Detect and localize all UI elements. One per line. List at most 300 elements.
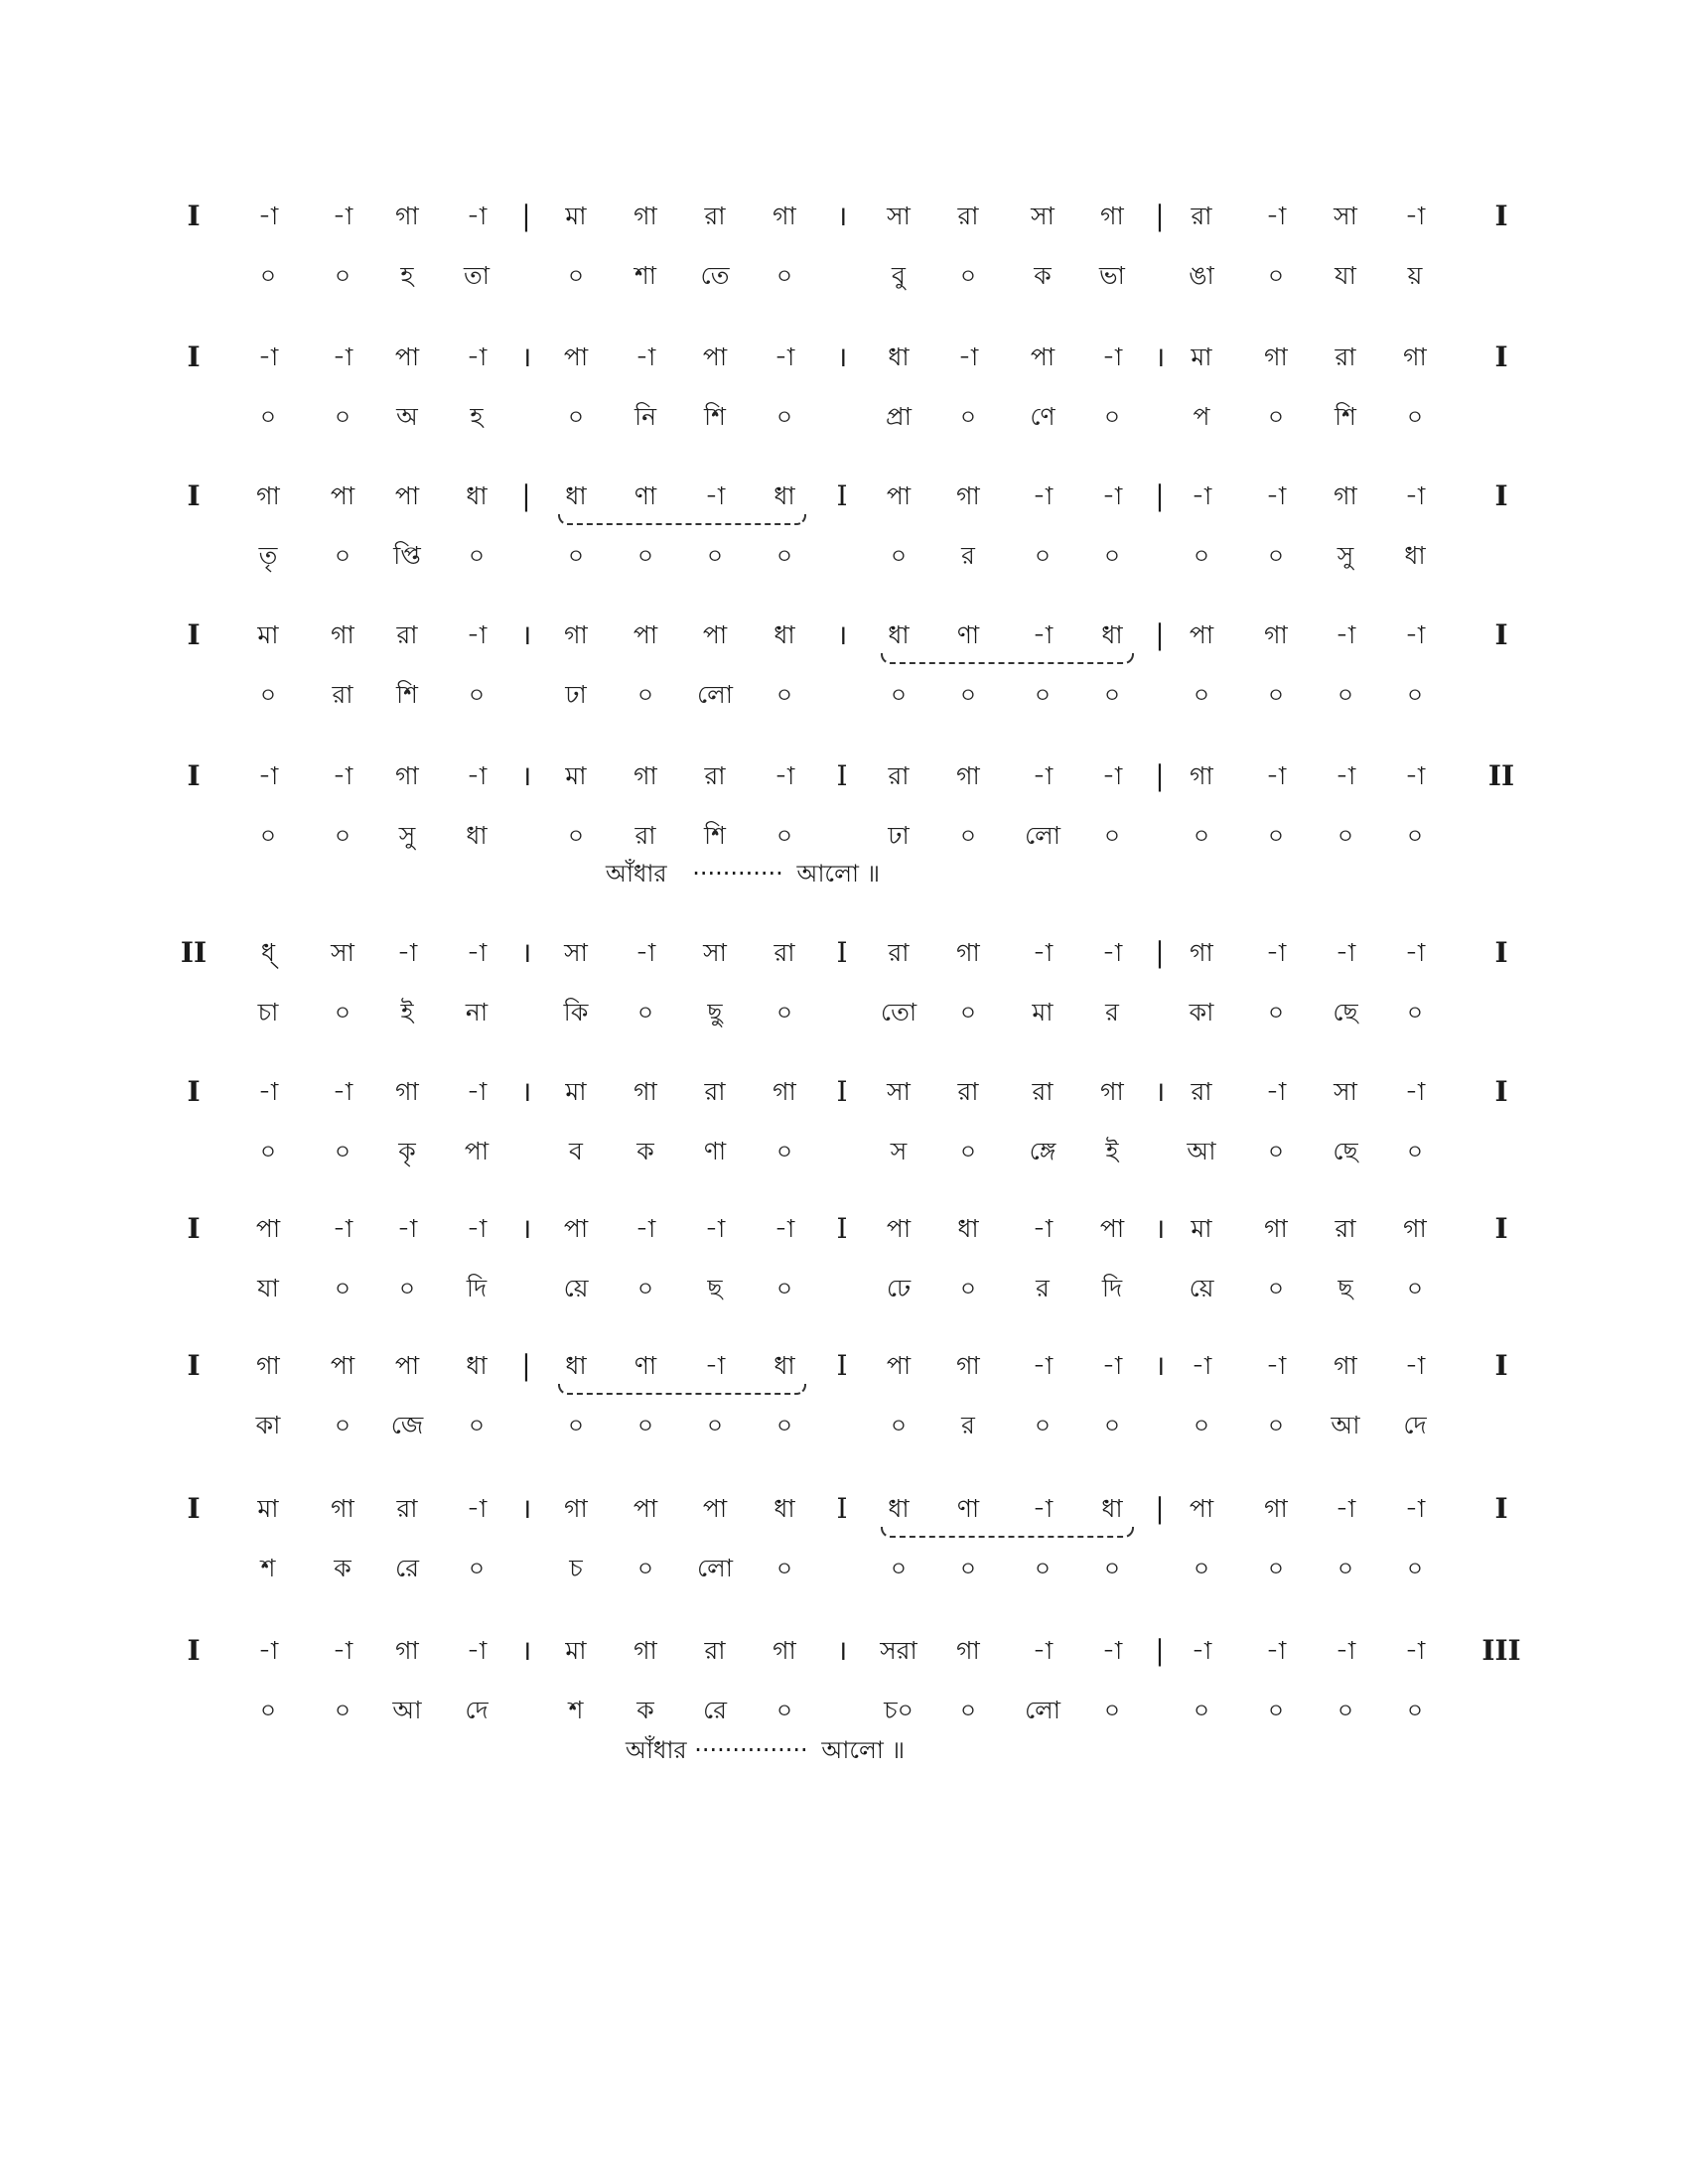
swara-note: গা xyxy=(773,202,796,230)
swara-note: -া xyxy=(774,342,795,371)
lyric-syllable: ০ xyxy=(1103,402,1121,431)
swara-note: সা xyxy=(703,938,727,967)
lyric-syllable: ছ xyxy=(1337,1274,1353,1302)
swara-note: রা xyxy=(704,761,726,790)
lyric-syllable: ধা xyxy=(466,821,488,850)
swara-note: গা xyxy=(1264,342,1288,371)
refrain-dots: ············ xyxy=(692,860,783,887)
refrain-start: আঁধার xyxy=(606,860,667,887)
lyric-syllable: শ xyxy=(260,1554,276,1582)
line-end-barline: I xyxy=(1494,1075,1508,1108)
swara-note: পা xyxy=(633,1494,658,1523)
lyric-syllable: কা xyxy=(255,1411,281,1439)
lyric-syllable: ০ xyxy=(334,1411,352,1439)
swara-note: -া xyxy=(1404,620,1426,649)
lyric-syllable: ০ xyxy=(890,1411,908,1439)
swara-note: পা xyxy=(563,342,589,371)
lyric-syllable: সু xyxy=(1336,541,1354,570)
lyric-syllable: ছে xyxy=(1333,998,1358,1026)
swara-note: রা xyxy=(1335,342,1356,371)
lyric-syllable: ০ xyxy=(959,821,977,850)
lyric-syllable: না xyxy=(465,998,489,1026)
swara-note: ধা xyxy=(565,1351,587,1380)
swara-note: -া xyxy=(634,938,656,967)
lyric-syllable: ০ xyxy=(959,680,977,709)
swara-note: পা xyxy=(394,1351,420,1380)
lyric-syllable: ০ xyxy=(468,541,486,570)
swara-note: মা xyxy=(257,620,279,649)
swara-note: সা xyxy=(887,202,911,230)
lyric-syllable: ০ xyxy=(1267,1554,1285,1582)
swara-note: -া xyxy=(1265,938,1287,967)
lyric-syllable: ০ xyxy=(775,402,793,431)
lyric-syllable: ০ xyxy=(468,1411,486,1439)
lyric-syllable: শি xyxy=(1335,402,1356,431)
lyric-syllable: ঢা xyxy=(888,821,910,850)
swara-note: পা xyxy=(1189,1494,1214,1523)
swara-note: ধা xyxy=(1101,1494,1123,1523)
swara-note: রা xyxy=(1032,1077,1054,1106)
notation-line xyxy=(0,1072,1688,1124)
swara-note: পা xyxy=(633,620,658,649)
lyric-syllable: ০ xyxy=(959,1696,977,1724)
lyric-line xyxy=(0,1269,1688,1320)
swara-note: -া xyxy=(1032,620,1054,649)
swara-note: রা xyxy=(704,202,726,230)
swara-note: রা xyxy=(888,938,910,967)
notation-line xyxy=(0,1631,1688,1683)
swara-note: রা xyxy=(1191,1077,1212,1106)
line-end-barline: I xyxy=(1494,479,1508,512)
lyric-syllable: ০ xyxy=(636,541,654,570)
line-end-barline: II xyxy=(1487,759,1515,792)
lyric-syllable: ই xyxy=(1105,1137,1119,1165)
swara-note: পা xyxy=(1189,620,1214,649)
swara-note: রা xyxy=(888,761,910,790)
swara-note: ণা xyxy=(633,481,657,510)
lyric-syllable: ঙ্গে xyxy=(1029,1137,1056,1165)
swara-note: -া xyxy=(466,342,488,371)
notation-line xyxy=(0,933,1688,985)
lyric-syllable: ০ xyxy=(567,261,585,290)
swara-note: -া xyxy=(1101,1636,1123,1665)
lyric-syllable: ০ xyxy=(334,541,352,570)
lyric-syllable: ০ xyxy=(1103,1554,1121,1582)
lyric-syllable: ০ xyxy=(959,402,977,431)
lyric-syllable: দি xyxy=(466,1274,488,1302)
slur-mark xyxy=(558,1384,806,1395)
lyric-syllable: আ xyxy=(1187,1137,1216,1165)
swara-note: গা xyxy=(956,1351,980,1380)
lyric-syllable: যা xyxy=(257,1274,279,1302)
lyric-syllable: শ xyxy=(568,1696,584,1724)
beat-divider: | xyxy=(1155,1634,1165,1667)
swara-note: গা xyxy=(773,1636,796,1665)
beat-divider: | xyxy=(1155,759,1165,792)
beat-divider: । xyxy=(1154,1349,1166,1382)
lyric-syllable: অ xyxy=(396,402,418,431)
swara-note: -া xyxy=(332,1077,353,1106)
line-end-barline: I xyxy=(1494,200,1508,232)
beat-divider: । xyxy=(520,341,532,373)
swara-note: পা xyxy=(1099,1214,1125,1243)
swara-note: পা xyxy=(702,1494,728,1523)
swara-note: সা xyxy=(1334,1077,1357,1106)
lyric-line xyxy=(0,256,1688,308)
swara-note: গা xyxy=(633,202,657,230)
swara-note: ধা xyxy=(888,620,910,649)
beat-divider: । xyxy=(836,1634,848,1667)
swara-note: -া xyxy=(466,202,488,230)
swara-note: মা xyxy=(565,1077,587,1106)
swara-note: -া xyxy=(257,761,279,790)
lyric-line xyxy=(0,536,1688,588)
beat-divider: । xyxy=(836,341,848,373)
line-start-barline: I xyxy=(187,1634,201,1667)
swara-note: -া xyxy=(466,761,488,790)
swara-note: গা xyxy=(564,620,588,649)
beat-divider: । xyxy=(1154,1212,1166,1245)
swara-note: সা xyxy=(1031,202,1055,230)
lyric-syllable: ক xyxy=(334,1554,352,1582)
swara-note: ণা xyxy=(956,620,980,649)
swara-note: -া xyxy=(257,202,279,230)
lyric-syllable: ০ xyxy=(334,821,352,850)
lyric-syllable: ০ xyxy=(1267,998,1285,1026)
line-start-barline: I xyxy=(187,341,201,373)
beat-divider: I xyxy=(836,1349,848,1382)
swara-note: -া xyxy=(1101,342,1123,371)
lyric-syllable: হ xyxy=(400,261,414,290)
swara-note: সা xyxy=(564,938,588,967)
lyric-syllable: ০ xyxy=(334,1137,352,1165)
swara-note: -া xyxy=(1101,481,1123,510)
swara-note: -া xyxy=(1032,1636,1054,1665)
lyric-syllable: ০ xyxy=(775,261,793,290)
beat-divider: । xyxy=(836,200,848,232)
lyric-syllable: ০ xyxy=(334,998,352,1026)
lyric-syllable: ০ xyxy=(775,1554,793,1582)
beat-divider: । xyxy=(520,759,532,792)
lyric-syllable: কা xyxy=(1189,998,1214,1026)
beat-divider: | xyxy=(521,1349,531,1382)
beat-divider: | xyxy=(1155,1492,1165,1525)
lyric-syllable: ০ xyxy=(1406,1696,1424,1724)
notation-line xyxy=(0,1346,1688,1398)
lyric-syllable: তা xyxy=(463,261,490,290)
lyric-syllable: ০ xyxy=(259,1696,277,1724)
swara-note: মা xyxy=(565,761,587,790)
swara-note: ধা xyxy=(774,620,795,649)
lyric-syllable: ০ xyxy=(259,680,277,709)
lyric-syllable: শা xyxy=(633,261,657,290)
line-end-barline: I xyxy=(1494,1349,1508,1382)
beat-divider: | xyxy=(1155,936,1165,969)
lyric-syllable: ০ xyxy=(567,1411,585,1439)
lyric-syllable: ০ xyxy=(1267,402,1285,431)
swara-note: -া xyxy=(1032,481,1054,510)
beat-divider: I xyxy=(836,1075,848,1108)
swara-note: -া xyxy=(466,1636,488,1665)
lyric-syllable: য়ে xyxy=(563,1274,589,1302)
swara-note: পা xyxy=(563,1214,589,1243)
line-start-barline: II xyxy=(180,936,208,969)
lyric-syllable: ০ xyxy=(1103,1696,1121,1724)
lyric-syllable: ০ xyxy=(398,1274,416,1302)
swara-note: গা xyxy=(956,481,980,510)
lyric-syllable: ০ xyxy=(468,1554,486,1582)
lyric-line xyxy=(0,675,1688,727)
swara-note: পা xyxy=(702,342,728,371)
lyric-syllable: দি xyxy=(1101,1274,1123,1302)
lyric-syllable: স xyxy=(890,1137,908,1165)
beat-divider: । xyxy=(1154,1075,1166,1108)
lyric-syllable: ক xyxy=(1034,261,1052,290)
swara-note: ধা xyxy=(774,481,795,510)
line-start-barline: I xyxy=(187,479,201,512)
swara-note: -া xyxy=(1101,1351,1123,1380)
swara-note: গা xyxy=(633,761,657,790)
refrain-end: আলো ॥ xyxy=(796,860,881,887)
line-start-barline: I xyxy=(187,1492,201,1525)
swara-note: গা xyxy=(1403,1214,1427,1243)
notation-line xyxy=(0,197,1688,248)
lyric-syllable: ০ xyxy=(1193,541,1210,570)
lyric-syllable: ০ xyxy=(775,998,793,1026)
swara-note: -া xyxy=(957,342,979,371)
swara-note: -া xyxy=(1265,481,1287,510)
lyric-syllable: ০ xyxy=(1267,541,1285,570)
swara-note: -া xyxy=(1265,1351,1287,1380)
swara-note: পা xyxy=(255,1214,281,1243)
swara-note: -া xyxy=(332,202,353,230)
line-end-barline: I xyxy=(1494,1212,1508,1245)
swara-note: -া xyxy=(396,938,418,967)
lyric-syllable: ০ xyxy=(959,261,977,290)
slur-mark xyxy=(558,514,806,525)
swara-note: গা xyxy=(1190,938,1213,967)
line-start-barline: I xyxy=(187,1075,201,1108)
lyric-syllable: ০ xyxy=(1406,680,1424,709)
lyric-syllable: ০ xyxy=(1406,1554,1424,1582)
lyric-syllable: কি xyxy=(563,998,589,1026)
beat-divider: । xyxy=(1154,341,1166,373)
lyric-syllable: ০ xyxy=(1103,1411,1121,1439)
lyric-syllable: ০ xyxy=(959,1554,977,1582)
beat-divider: I xyxy=(836,1492,848,1525)
lyric-syllable: ০ xyxy=(1034,541,1052,570)
lyric-syllable: ০ xyxy=(890,1554,908,1582)
lyric-line xyxy=(0,1406,1688,1457)
swara-note: পা xyxy=(886,1351,912,1380)
swara-note: -া xyxy=(774,761,795,790)
lyric-syllable: পা xyxy=(464,1137,490,1165)
lyric-syllable: ০ xyxy=(775,1274,793,1302)
swara-note: মা xyxy=(565,1636,587,1665)
lyric-syllable: শি xyxy=(396,680,418,709)
line-start-barline: I xyxy=(187,759,201,792)
lyric-syllable: যা xyxy=(1335,261,1356,290)
lyric-syllable: ০ xyxy=(636,680,654,709)
swara-note: ধা xyxy=(957,1214,979,1243)
lyric-syllable: ০ xyxy=(1034,680,1052,709)
notation-line xyxy=(0,756,1688,808)
lyric-syllable: ০ xyxy=(1406,821,1424,850)
lyric-syllable: ০ xyxy=(775,1696,793,1724)
lyric-syllable: ০ xyxy=(259,1137,277,1165)
swara-note: গা xyxy=(633,1636,657,1665)
swara-note: গা xyxy=(633,1077,657,1106)
beat-divider: | xyxy=(1155,618,1165,651)
lyric-syllable: ০ xyxy=(1034,1411,1052,1439)
lyric-syllable: ০ xyxy=(1267,1274,1285,1302)
line-start-barline: I xyxy=(187,1212,201,1245)
swara-note: গা xyxy=(1264,620,1288,649)
swara-note: ধা xyxy=(888,1494,910,1523)
lyric-syllable: শি xyxy=(704,821,726,850)
lyric-syllable: ০ xyxy=(1267,1411,1285,1439)
lyric-syllable: ব xyxy=(569,1137,583,1165)
lyric-line xyxy=(0,993,1688,1044)
swara-note: -া xyxy=(1404,761,1426,790)
swara-note: পা xyxy=(1030,342,1055,371)
swara-note: -া xyxy=(704,481,726,510)
swara-note: ধা xyxy=(565,481,587,510)
swara-note: -া xyxy=(1265,1077,1287,1106)
lyric-syllable: ০ xyxy=(567,402,585,431)
lyric-syllable: ০ xyxy=(1267,1137,1285,1165)
lyric-syllable: ০ xyxy=(636,1274,654,1302)
notation-line xyxy=(0,1209,1688,1261)
lyric-syllable: ০ xyxy=(1193,680,1210,709)
notation-line xyxy=(0,615,1688,667)
lyric-syllable: ০ xyxy=(890,680,908,709)
lyric-syllable: ০ xyxy=(1336,821,1354,850)
swara-note: -া xyxy=(1404,1636,1426,1665)
swara-note: ধা xyxy=(774,1351,795,1380)
lyric-syllable: ঢে xyxy=(886,1274,912,1302)
swara-note: -া xyxy=(704,1214,726,1243)
lyric-syllable: ০ xyxy=(334,261,352,290)
lyric-syllable: মা xyxy=(1032,998,1054,1026)
lyric-syllable: ০ xyxy=(1034,1554,1052,1582)
lyric-line xyxy=(0,1549,1688,1600)
lyric-syllable: চা xyxy=(257,998,279,1026)
swara-note: পা xyxy=(394,342,420,371)
lyric-syllable: ০ xyxy=(1193,1411,1210,1439)
lyric-syllable: লো xyxy=(696,680,734,709)
lyric-syllable: ০ xyxy=(1267,1696,1285,1724)
lyric-syllable: ভা xyxy=(1099,261,1125,290)
swara-note: গা xyxy=(773,1077,796,1106)
lyric-line xyxy=(0,1132,1688,1183)
lyric-syllable: ০ xyxy=(959,1137,977,1165)
lyric-syllable: ০ xyxy=(706,1411,724,1439)
lyric-syllable: ০ xyxy=(775,1137,793,1165)
swara-note: গা xyxy=(395,202,419,230)
swara-note: রা xyxy=(957,202,979,230)
beat-divider: । xyxy=(836,618,848,651)
lyric-syllable: ০ xyxy=(1336,1554,1354,1582)
swara-note: রা xyxy=(1335,1214,1356,1243)
swara-note: পা xyxy=(394,481,420,510)
beat-divider: I xyxy=(836,759,848,792)
lyric-syllable: র xyxy=(1105,998,1119,1026)
lyric-syllable: ০ xyxy=(1406,1137,1424,1165)
lyric-syllable: সু xyxy=(398,821,416,850)
lyric-syllable: ০ xyxy=(468,680,486,709)
lyric-syllable: ০ xyxy=(567,821,585,850)
lyric-syllable: ০ xyxy=(1103,541,1121,570)
swara-note: গা xyxy=(1190,761,1213,790)
lyric-syllable: রা xyxy=(634,821,656,850)
lyric-syllable: আ xyxy=(1331,1411,1360,1439)
lyric-syllable: লো xyxy=(1024,1696,1061,1724)
beat-divider: | xyxy=(1155,479,1165,512)
line-end-barline: I xyxy=(1494,618,1508,651)
swara-note: রা xyxy=(1191,202,1212,230)
line-start-barline: I xyxy=(187,1349,201,1382)
swara-note: -া xyxy=(1335,938,1356,967)
swara-note: ধা xyxy=(466,481,488,510)
lyric-syllable: রে xyxy=(395,1554,419,1582)
lyric-syllable: ক xyxy=(636,1696,654,1724)
lyric-syllable: ধা xyxy=(1404,541,1426,570)
swara-note: গা xyxy=(395,1077,419,1106)
swara-note: -া xyxy=(1335,1636,1356,1665)
lyric-syllable: প্রা xyxy=(886,402,912,431)
beat-divider: । xyxy=(520,1492,532,1525)
refrain-start: আঁধার xyxy=(626,1736,687,1764)
lyric-syllable: ০ xyxy=(636,998,654,1026)
lyric-syllable: ০ xyxy=(775,541,793,570)
swara-note: -া xyxy=(257,342,279,371)
swara-note: -া xyxy=(1404,938,1426,967)
swara-note: -া xyxy=(774,1214,795,1243)
swara-note: -া xyxy=(1404,202,1426,230)
lyric-syllable: ঢা xyxy=(565,680,587,709)
notation-line xyxy=(0,338,1688,389)
lyric-syllable: ০ xyxy=(959,1274,977,1302)
lyric-syllable: ০ xyxy=(1193,1696,1210,1724)
lyric-syllable: ০ xyxy=(1267,680,1285,709)
swara-note: -া xyxy=(466,938,488,967)
swara-note: পা xyxy=(330,481,355,510)
beat-divider: I xyxy=(836,1212,848,1245)
swara-note: গা xyxy=(564,1494,588,1523)
line-end-barline: I xyxy=(1494,936,1508,969)
lyric-syllable: ০ xyxy=(1267,261,1285,290)
swara-note: গা xyxy=(1264,1494,1288,1523)
lyric-syllable: ণে xyxy=(1030,402,1055,431)
swara-note: ধ্ xyxy=(260,938,275,967)
lyric-syllable: ০ xyxy=(890,541,908,570)
lyric-syllable: ০ xyxy=(334,402,352,431)
lyric-syllable: লো xyxy=(696,1554,734,1582)
swara-note: -া xyxy=(332,1636,353,1665)
swara-note: -া xyxy=(634,1214,656,1243)
lyric-syllable: ০ xyxy=(1406,998,1424,1026)
swara-note: পা xyxy=(702,620,728,649)
notation-line xyxy=(0,477,1688,528)
swara-note: ণা xyxy=(956,1494,980,1523)
swara-note: গা xyxy=(1100,1077,1124,1106)
swara-note: গা xyxy=(1334,1351,1357,1380)
line-end-barline: I xyxy=(1494,341,1508,373)
swara-note: -া xyxy=(1335,761,1356,790)
beat-divider: । xyxy=(520,1634,532,1667)
swara-note: -া xyxy=(1191,1351,1212,1380)
